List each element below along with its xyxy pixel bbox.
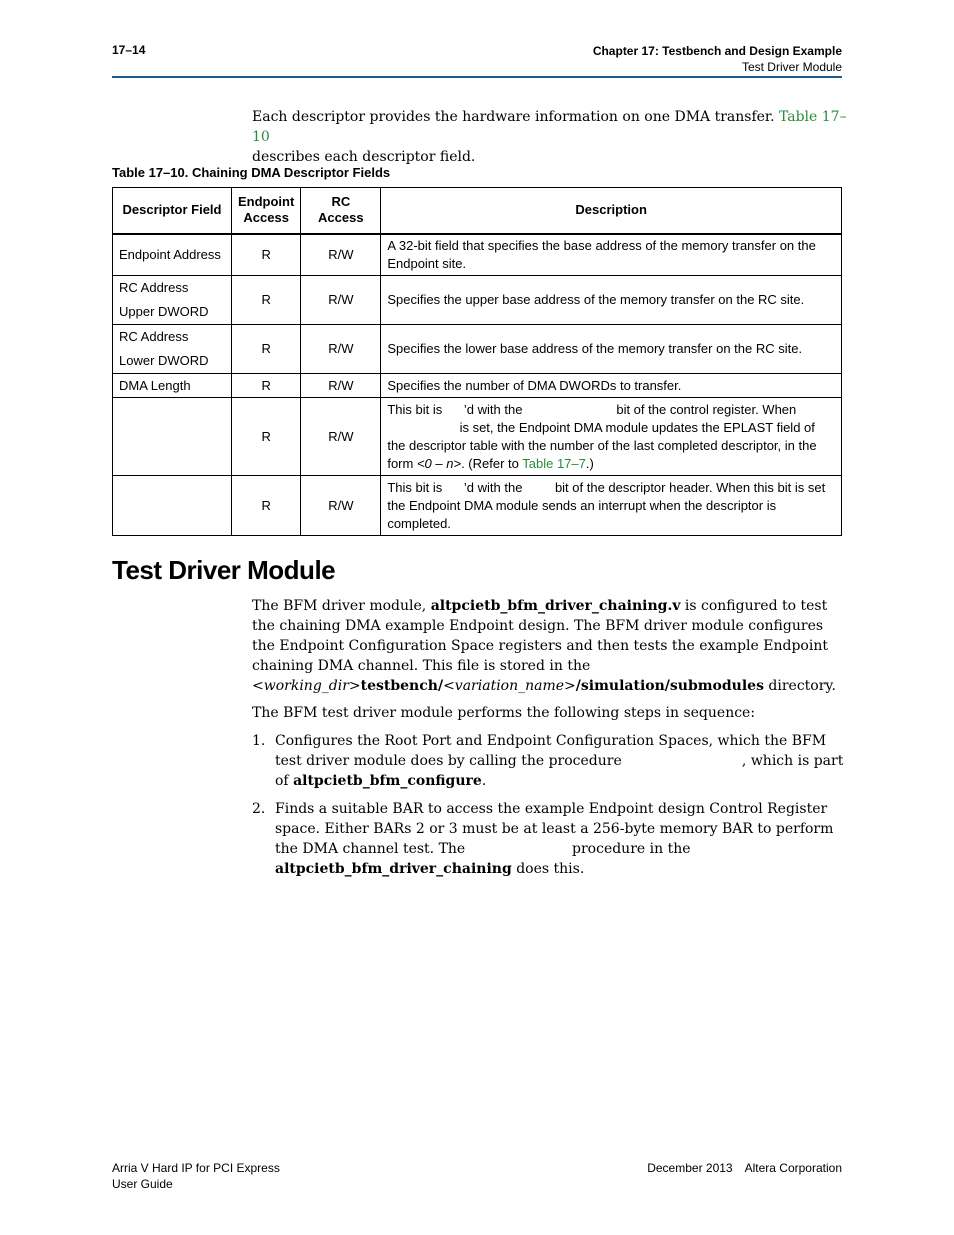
footer-doc-type: User Guide [112, 1177, 173, 1191]
intro-text: Each descriptor provides the hardware information on one DMA transfer. [252, 109, 779, 125]
cell-description: Specifies the lower base address of the memory transfer on the RC site. [381, 325, 842, 374]
table-row [113, 374, 842, 398]
descriptor-fields-table [112, 187, 842, 536]
cell-endpoint: R [232, 325, 301, 374]
footer-right [647, 1160, 842, 1176]
cell-endpoint: R [232, 234, 301, 276]
section-heading: Test Driver Module [112, 555, 336, 585]
running-header [593, 43, 842, 75]
cell-field: Endpoint Address [113, 234, 232, 276]
footer-product: Arria V Hard IP for PCI Express [112, 1161, 280, 1175]
table-caption: Table 17–10. Chaining DMA Descriptor Fields [112, 165, 391, 180]
header-descriptor-field: Descriptor Field [113, 188, 232, 234]
field-line1: RC Address [119, 280, 189, 295]
field-line2: Upper DWORD [119, 304, 209, 319]
cell-endpoint: R [232, 374, 301, 398]
table-row [113, 398, 842, 476]
table-17-10-link[interactable]: Table 17–10 [252, 109, 847, 145]
list-text [275, 731, 848, 791]
header-endpoint-line1: Endpoint [238, 194, 295, 210]
cell-rc: R/W [301, 325, 381, 374]
cell-rc: R/W [301, 398, 381, 476]
para1-text: directory. [763, 678, 836, 694]
footer-left [112, 1160, 280, 1192]
path-bold: testbench/ [360, 678, 444, 694]
intro-text-end: describes each descriptor field. [252, 149, 476, 165]
cell-endpoint: R [232, 398, 301, 476]
list-text [275, 799, 845, 879]
page-number: 17–14 [112, 43, 146, 57]
header-rule [112, 76, 842, 78]
table-row [113, 276, 842, 325]
driver-module-paragraph [252, 596, 847, 696]
cell-rc: R/W [301, 276, 381, 325]
cell-endpoint: R [232, 276, 301, 325]
field-line2: Lower DWORD [119, 353, 209, 368]
table-row [113, 325, 842, 374]
path-bold: /simulation/submodules [575, 678, 764, 694]
cell-description: A 32-bit field that specifies the base address of the memory transfer on the Endpoint site. [381, 234, 842, 276]
variation-name-italic: <variation_name> [443, 678, 576, 694]
steps-intro-paragraph: The BFM test driver module performs the following steps in sequence: [252, 705, 756, 721]
chapter-title: Chapter 17: Testbench and Design Example [592, 44, 842, 58]
desc-part-d: .) [585, 455, 594, 471]
field-line1: RC Address [119, 329, 189, 344]
desc-part-b: is set, the Endpoint DMA module updates the EPLAST field of the descriptor table with the number of the last completed descriptor, in the form [387, 419, 821, 471]
cell-description: Specifies the upper base address of the memory transfer on the RC site. [381, 276, 842, 325]
step-text: does this. [511, 861, 585, 877]
para1-text: The BFM driver module, [252, 598, 431, 614]
section-name: Test Driver Module [741, 60, 842, 74]
desc-part-a: This bit is ’d with the bit of the control register. When [387, 401, 797, 417]
cell-field-blank [113, 476, 232, 536]
cell-description: This bit is ’d with the bit of the descriptor header. When this bit is set the Endpoint DMA module sends an interrupt when the descriptor is completed. [381, 476, 842, 536]
step-text: . [481, 773, 487, 789]
step-text: Configures the Root Port and Endpoint Configuration Spaces, which the BFM test driver module does by calling the procedure , which is part of [275, 733, 848, 789]
list-number: 2. [252, 801, 266, 817]
file-name-bold: altpcietb_bfm_driver_chaining.v [430, 598, 681, 614]
cell-rc: R/W [301, 374, 381, 398]
cell-rc: R/W [301, 476, 381, 536]
header-rc-access: RC Access [301, 188, 381, 234]
cell-endpoint: R [232, 476, 301, 536]
cell-description: Specifies the number of DMA DWORDs to transfer. [381, 374, 842, 398]
cell-rc: R/W [301, 234, 381, 276]
header-endpoint-access [232, 188, 301, 234]
step-text: Finds a suitable BAR to access the example Endpoint design Control Register space. Either BARs 2 or 3 must be at least a 256-byte memory BAR to perform the DMA channel test. The procedure in the [275, 801, 838, 857]
cell-field [113, 325, 232, 374]
cell-field-blank [113, 398, 232, 476]
table-row [113, 476, 842, 536]
step-bold: altpcietb_bfm_driver_chaining [275, 861, 512, 877]
header-endpoint-line2: Access [243, 210, 289, 226]
desc-italic: <0 – n> [416, 455, 462, 471]
intro-paragraph [252, 107, 847, 167]
table-row [113, 234, 842, 276]
table-17-7-link[interactable]: Table 17–7 [522, 455, 586, 471]
footer-company: Altera Corporation [744, 1161, 842, 1175]
step-bold: altpcietb_bfm_configure [293, 773, 482, 789]
footer-date: December 2013 [647, 1161, 733, 1175]
desc-part-c: . (Refer to [461, 455, 523, 471]
cell-field: DMA Length [113, 374, 232, 398]
header-description: Description [381, 188, 842, 234]
para1-text: is configured to test the chaining DMA example Endpoint design. The BFM driver module configures the Endpoint Configuration Space registers and then tests the example Endpoint chaining DMA channel. This file is stored in the [252, 598, 828, 674]
cell-description [381, 398, 842, 476]
working-dir-italic: <working_dir> [252, 678, 361, 694]
table-header-row [113, 188, 842, 234]
list-number: 1. [252, 733, 266, 749]
cell-field [113, 276, 232, 325]
